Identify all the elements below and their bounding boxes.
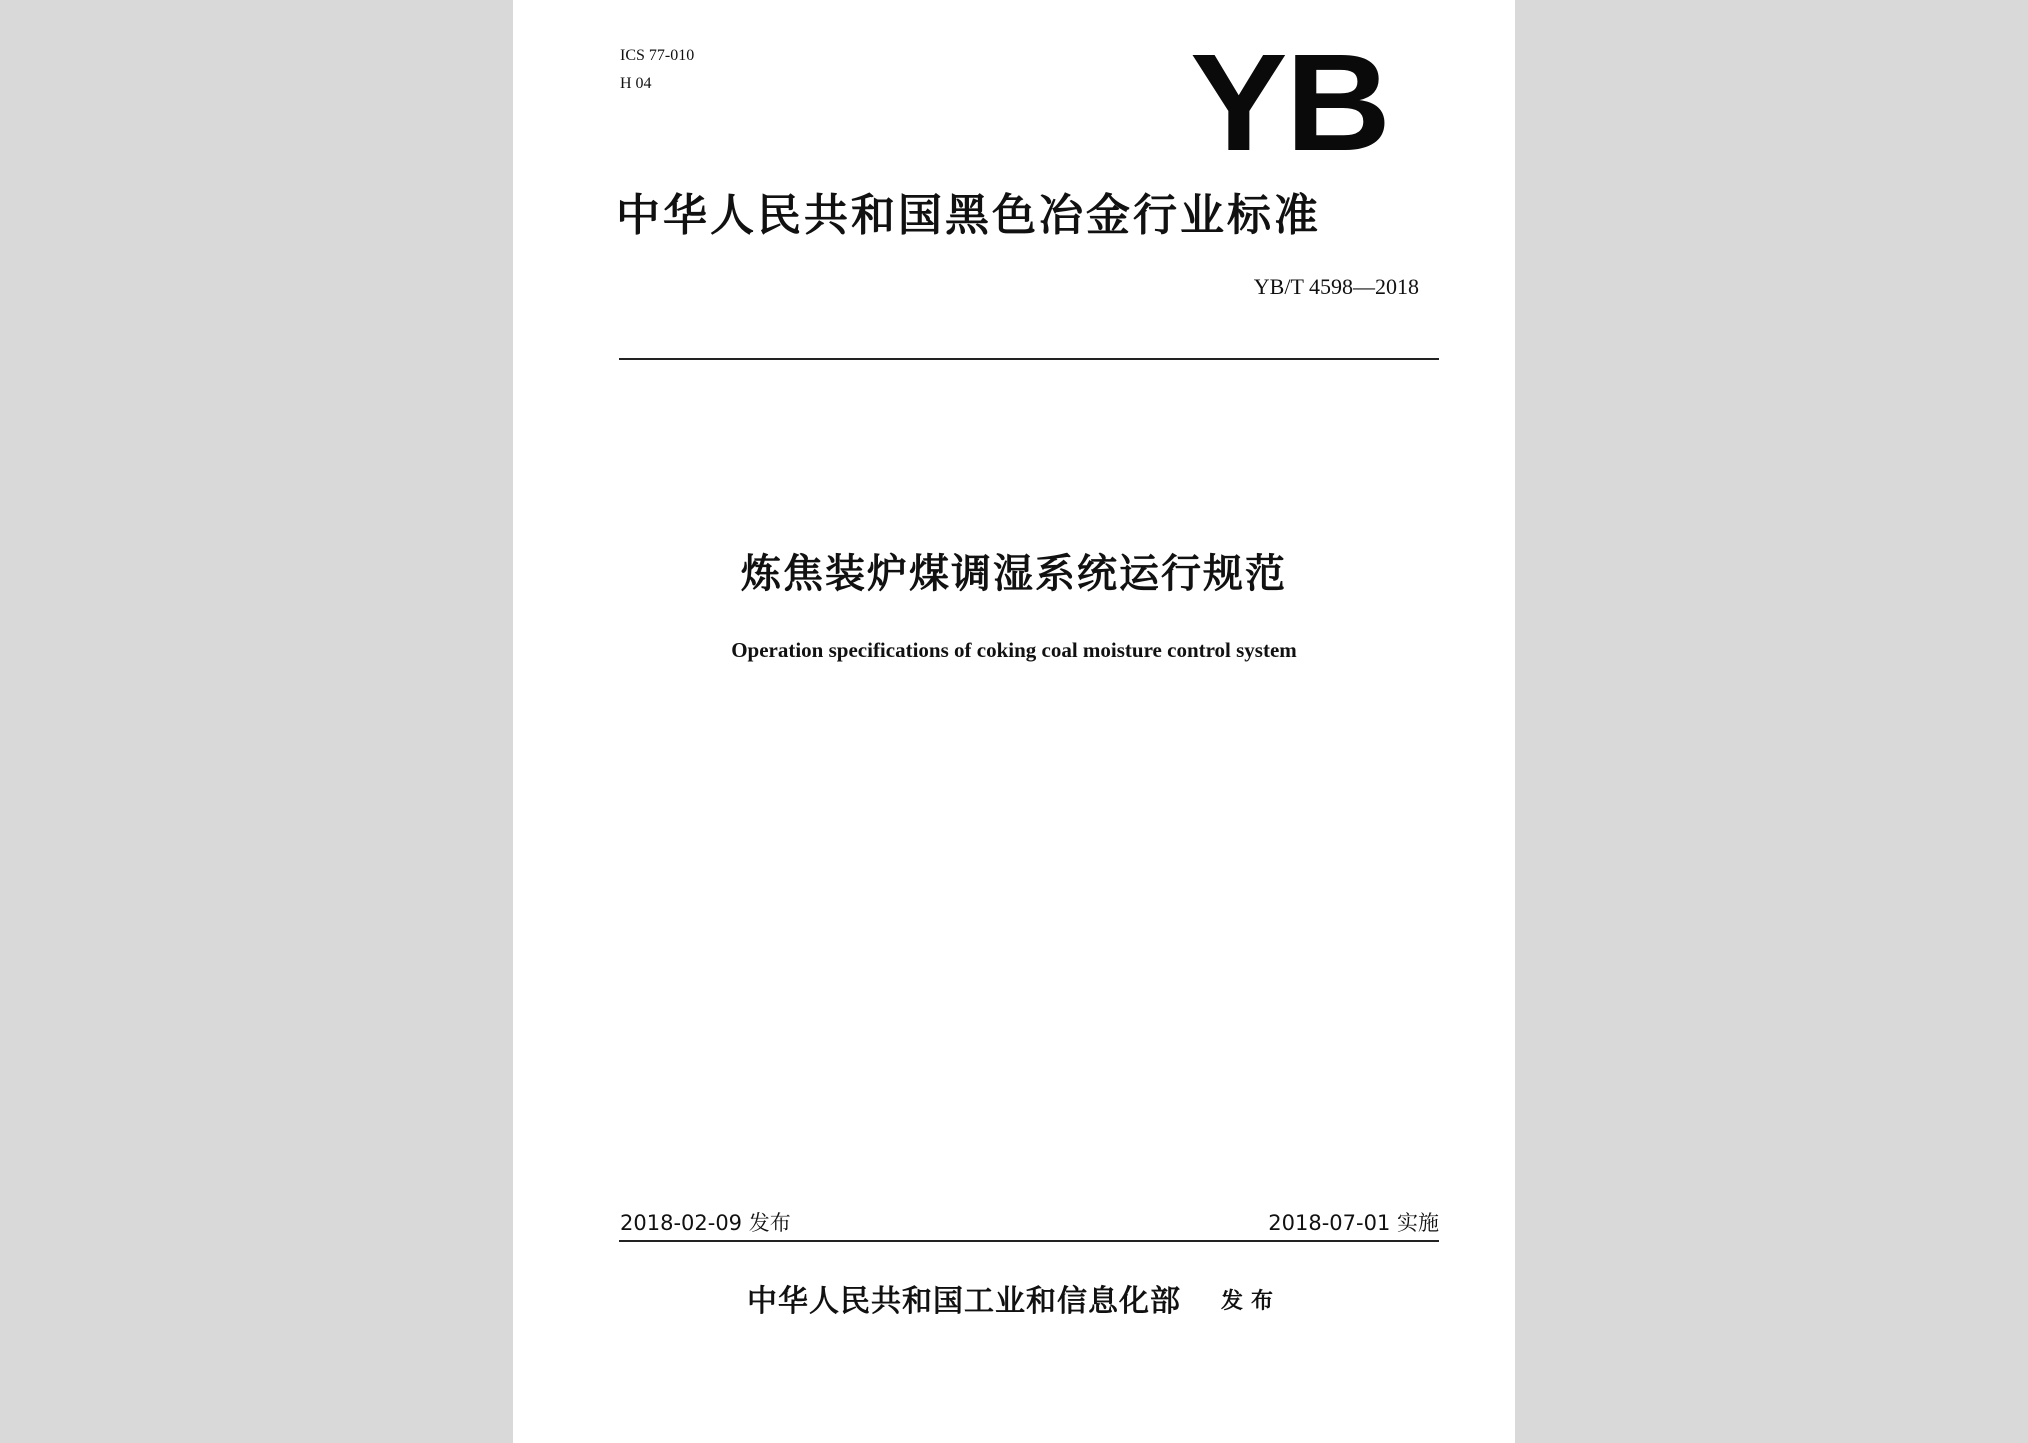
issue-label: 发布 [1220,1289,1281,1314]
standard-number: YB/T 4598—2018 [1253,274,1419,299]
ics-code: ICS 77-010 [620,47,695,64]
standard-category: 中华人民共和国黑色冶金行业标准 [616,190,1321,241]
bottom-divider [619,1240,1439,1242]
issuing-authority: 中华人民共和国工业和信息化部 [746,1284,1181,1319]
yb-logo: YB [1190,26,1389,180]
issue-date: 2018-02-09 发布 [620,1211,791,1235]
top-divider [619,358,1439,360]
title-english: Operation specifications of coking coal moisture control system [731,638,1297,662]
document-page [513,0,1515,1443]
title-chinese: 炼焦装炉煤调湿系统运行规范 [741,551,1287,597]
implementation-date: 2018-07-01 实施 [1268,1211,1439,1235]
issuer-row [513,1282,1515,1322]
ccs-code: H 04 [620,75,652,92]
